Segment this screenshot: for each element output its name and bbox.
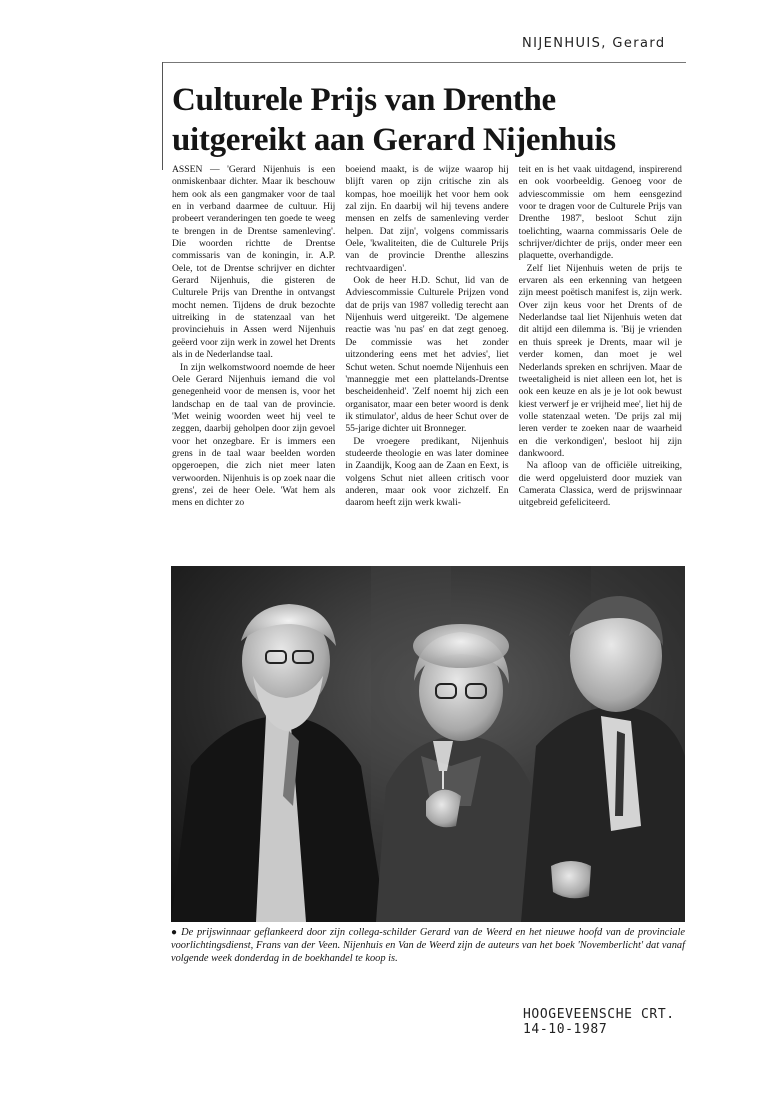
article-column-2 bbox=[345, 164, 508, 564]
article-photo bbox=[171, 566, 685, 922]
archive-label: NIJENHUIS, Gerard bbox=[522, 36, 666, 51]
source-stamp bbox=[523, 1007, 743, 1037]
article-paragraph: Ook de heer H.D. Schut, lid van de Adviescommissie Culturele Prijzen vond dat de prijs van 1987 volledig terecht aan Nijenhuis werd uitgereikt. 'De algemene reactie was 'nu pas' en dat zegt genoeg. De commissie was het zonder uitzondering eens met het advies', liet Schut weten. Schut noemde Nijenhuis een 'manneggie met een plattelands-Drentse bescheidenheid'. 'Zelf noemt hij zich een organisator, maar een beter woord is denk ik stimulator', aldus de heer Schut over de 55-jarige dichter uit Bronneger. bbox=[345, 275, 509, 435]
headline-line-2: uitgereikt aan Gerard Nijenhuis bbox=[172, 122, 616, 158]
left-rule bbox=[162, 62, 163, 170]
source-newspaper: HOOGEVEENSCHE CRT. bbox=[523, 1007, 675, 1022]
article-column-3 bbox=[519, 164, 682, 564]
article-paragraph: ASSEN — 'Gerard Nijenhuis is een onmiskenbaar dichter. Maar ik beschouw hem ook als een gangmaker voor de taal en in verband daarmee de cultuur. Hij probeert veranderingen ten goede te weeg te brengen in de Drentse samenleving'. Die woorden richtte de Drentse commissaris van de koningin, ir. A.P. Oele, tot de Drentse schrijver en dichter Gerard Nijenhuis, die gisteren de Culturele Prijs van Drenthe in ontvangst mocht nemen. Tijdens de druk bezochte uitreiking in de statenzaal van het provinciehuis in Assen werd Nijenhuis geëerd voor zijn werk in zowel het Drents als in de Nederlandse taal. bbox=[172, 164, 336, 361]
article-paragraph: De vroegere predikant, Nijenhuis studeerde theologie en was later dominee in Zaandijk, Koog aan de Zaan en Eext, is volgens Schut niet alleen critisch voor anderen, maar ook voor zichzelf. En daarom heeft zijn werk kwali- bbox=[345, 435, 509, 509]
dateline: ASSEN — bbox=[172, 164, 220, 175]
article-paragraph: boeiend maakt, is de wijze waarop hij blijft varen op zijn critische zin als kompas, hoe moeilijk het voor hem ook zal zijn. En daarbij wil hij tevens andere mensen en zelfs de samenleving verder helpen. Dat zijn', volgens commissaris Oele, 'kwaliteiten, die de Culturele Prijs van de provincie Drenthe alleszins rechtvaardigen'. bbox=[345, 164, 509, 274]
article-body bbox=[172, 164, 682, 564]
article-column-1 bbox=[172, 164, 335, 564]
article-paragraph: Zelf liet Nijenhuis weten de prijs te ervaren als een erkenning van hetgeen zijn meest poëtisch manifest is, zijn werk. Over zijn keus voor het Drents of de Nederlandse taal liet Nijenhuis weten dat dit altijd een dilemma is. 'Bij je vrienden en thuis spreek je Drents, maar wil je verder komen, dan moet je wel Nederlands spreken en schrijven. Maar de tweetaligheid is niet alleen een lot, het is ook een keuze en als je je lot ook bewust kiest verwerf je er vrijheid mee', liet hij de volle statenzaal weten. 'De prijs zal mij leren verder te zoeken naar de waarheid en die verkondigen', besloot hij zijn dankwoord. bbox=[518, 262, 682, 459]
headline-line-1: Culturele Prijs van Drenthe bbox=[172, 82, 556, 118]
article-headline bbox=[172, 80, 682, 160]
article-paragraph: Na afloop van de officiële uitreiking, die werd opgeluisterd door muziek van Camerata Classica, werd de prijswinnaar uitgebreid gefeliciteerd. bbox=[518, 460, 682, 509]
caption-bullet-icon: ● bbox=[171, 927, 179, 938]
article-paragraph: In zijn welkomstwoord noemde de heer Oele Gerard Nijenhuis iemand die vol genegenheid voor de mensen is, voor het landschap en de taal van de provincie. 'Met weinig woorden weet hij veel te zeggen, daarbij geholpen door zijn gevoel voor het onzegbare. Er is immers een grens in de taal waar beelden worden opgeroepen, die zich niet meer laten verwoorden. Nijenhuis is op zoek naar die grens', zei de heer Oele. 'Wat hem als mens en dichter zo bbox=[172, 361, 336, 509]
source-date: 14-10-1987 bbox=[523, 1022, 608, 1037]
photo-caption: ● De prijswinnaar geflankeerd door zijn collega-schilder Gerard van de Weerd en het nieuwe hoofd van de provinciale voorlichtingsdienst, Frans van der Veen. Nijenhuis en Van de Weerd zijn de auteurs van het boek 'Novemberlicht' dat vanaf volgende week donderdag in de boekhandel te koop is. bbox=[171, 927, 685, 965]
article-paragraph: teit en is het vaak uitdagend, inspirerend en ook voorbeeldig. Genoeg voor de adviescommissie om hem eensgezind voor te dragen voor de Culturele Prijs van Drenthe 1987', besloot Schut zijn toelichting, waarna commissaris Oele de schrijver/dichter de prijs, onder meer een plaquette, overhandigde. bbox=[518, 164, 682, 262]
top-rule bbox=[162, 62, 686, 63]
